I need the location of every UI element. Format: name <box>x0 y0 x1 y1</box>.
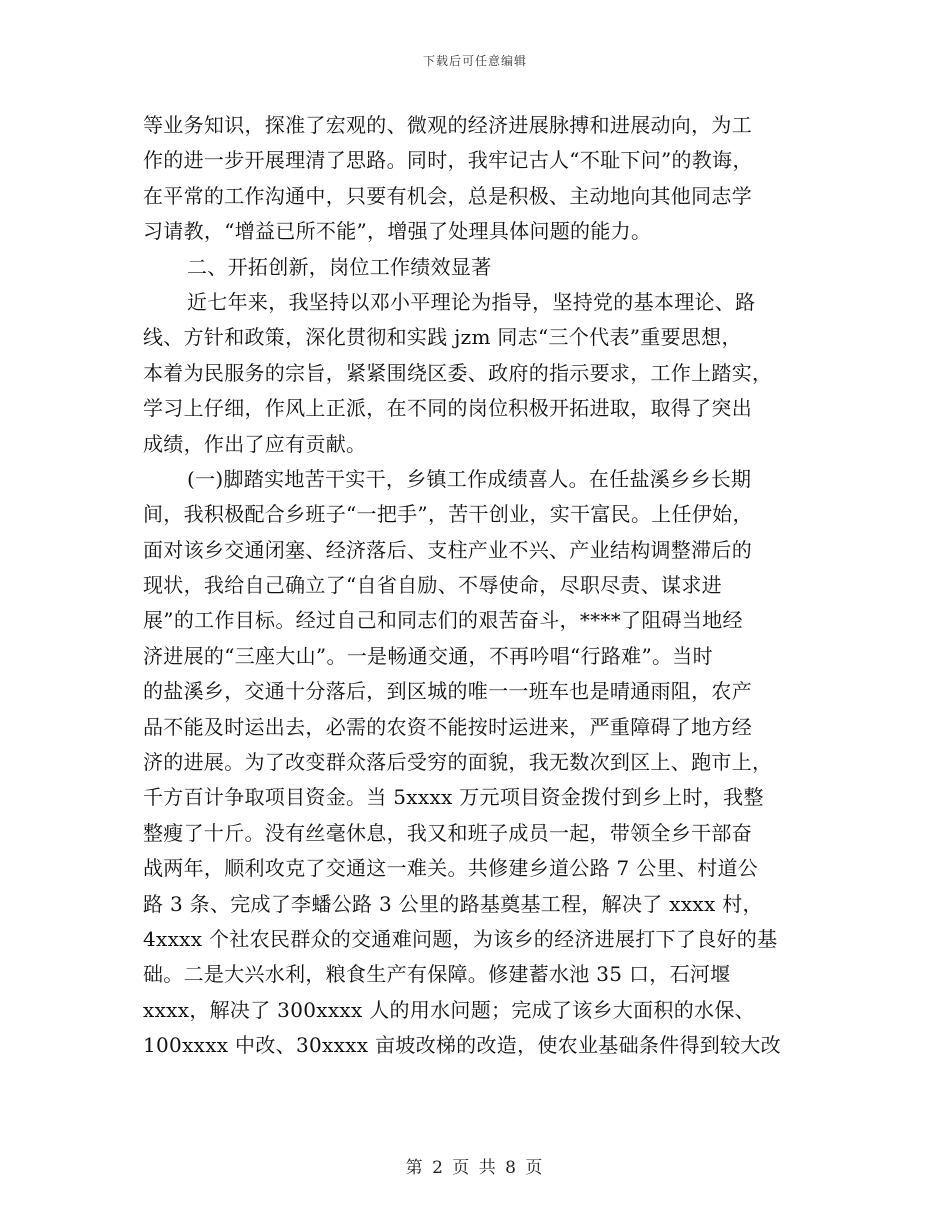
body-line: 现状，我给自己确立了“自省自励、不辱使命，尽职尽责、谋求进 <box>143 573 722 598</box>
body-line: 成绩，作出了应有贡献。 <box>143 431 367 456</box>
body-line: 济进展的“三座大山”。一是畅通交通，不再吟唱“行路难”。当时 <box>143 643 713 668</box>
body-line: 本着为民服务的宗旨，紧紧围绕区委、政府的指示要求，工作上踏实， <box>143 360 773 385</box>
body-line: 习请教，“增益已所不能”，增强了处理具体问题的能力。 <box>143 219 652 244</box>
body-line: 学习上仔细，作风上正派，在不同的岗位积极开拓进取，取得了突出 <box>143 396 752 421</box>
page-number: 第 2 页 共 8 页 <box>405 1158 545 1178</box>
body-line: 千方百计争取项目资金。当 5xxxx 万元项目资金拨付到乡上时，我整 <box>143 785 764 810</box>
body-line: 路 3 条、完成了李蟠公路 3 公里的路基奠基工程，解决了 xxxx 村， <box>143 891 763 916</box>
body-line: 展”的工作目标。经过自己和同志们的艰苦奋斗，****了阻碍当地经 <box>143 608 743 633</box>
body-line: 4xxxx 个社农民群众的交通难问题，为该乡的经济进展打下了良好的基 <box>143 926 778 951</box>
body-line: 等业务知识，探准了宏观的、微观的经济进展脉搏和进展动向，为工 <box>143 113 752 137</box>
body-line: 间，我积极配合乡班子“一把手”，苦干创业，实干富民。上任伊始， <box>143 502 753 527</box>
document-body <box>143 108 813 1064</box>
body-line: 济的进展。为了改变群众落后受穷的面貌，我无数次到区上、跑市上， <box>143 750 773 775</box>
body-line: 作的进一步开展理清了思路。同时，我牢记古人“不耻下问”的教诲， <box>143 148 753 173</box>
body-line: 战两年，顺利攻克了交通这一难关。共修建乡道公路 7 公里、村道公 <box>143 856 759 881</box>
body-line: 整瘦了十斤。没有丝毫休息，我又和班子成员一起，带领全乡干部奋 <box>143 820 752 845</box>
body-line: xxxx，解决了 300xxxx 人的用水问题；完成了该乡大面积的水保、 <box>143 997 755 1022</box>
body-line: 面对该乡交通闭塞、经济落后、支柱产业不兴、产业结构调整滞后的 <box>143 537 752 562</box>
body-line: 近七年来，我坚持以邓小平理论为指导，坚持党的基本理论、路 <box>187 289 756 314</box>
body-line: 品不能及时运出去，必需的农资不能按时运进来，严重障碍了地方经 <box>143 714 752 739</box>
body-line: 100xxxx 中改、30xxxx 亩坡改梯的改造，使农业基础条件得到较大改 <box>143 1033 781 1058</box>
body-line: 线、方针和政策，深化贯彻和实践 jzm 同志“三个代表”重要思想， <box>143 325 742 350</box>
body-line: 在平常的工作沟通中，只要有机会，总是积极、主动地向其他同志学 <box>143 183 752 208</box>
body-line: (一)脚踏实地苦干实干，乡镇工作成绩喜人。在任盐溪乡乡长期 <box>187 466 752 491</box>
body-line: 础。二是大兴水利，粮食生产有保障。修建蓄水池 35 口，石河堰 <box>143 962 731 987</box>
page-header-note: 下载后可任意编辑 <box>422 54 527 68</box>
body-line: 的盐溪乡，交通十分落后，到区城的唯一一班车也是晴通雨阻，农产 <box>143 679 752 704</box>
section-heading: 二、开拓创新，岗位工作绩效显著 <box>187 254 492 279</box>
